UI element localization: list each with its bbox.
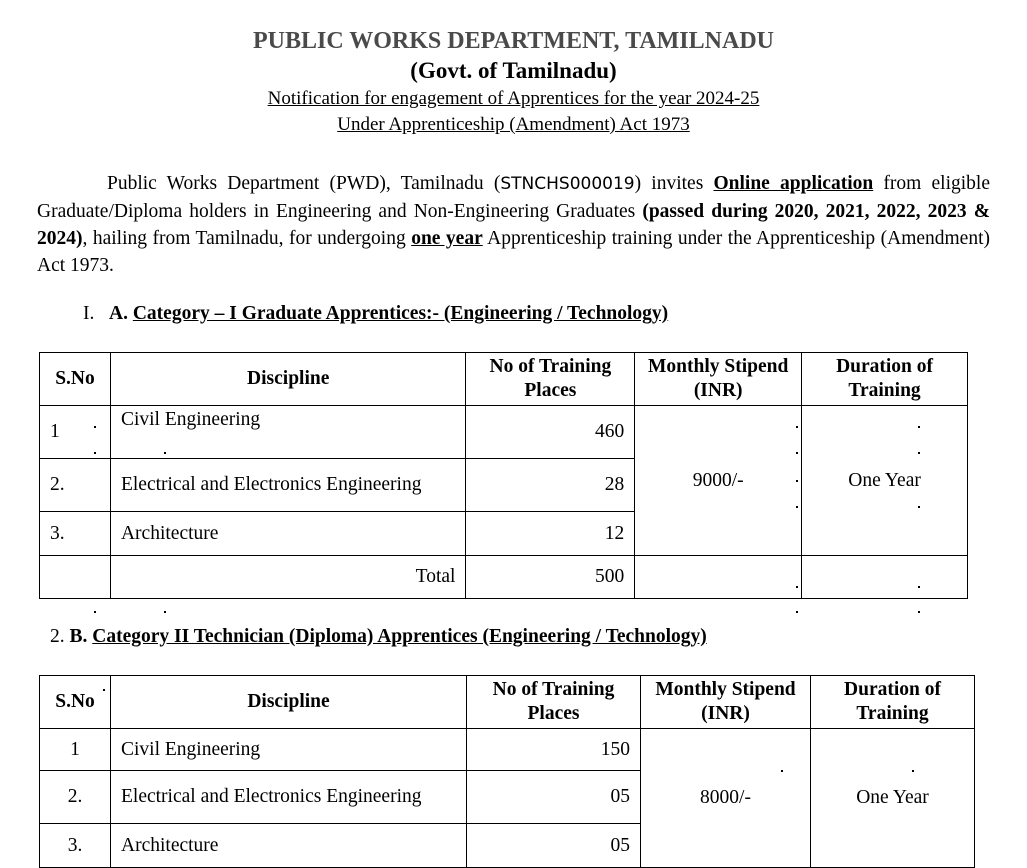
passed-years-text: (passed during 2020, 2021, 2022, 2023 & 2024) <box>37 201 990 249</box>
stray-mark <box>918 426 920 428</box>
total-label: Total <box>110 556 465 599</box>
table-row: 1 Civil Engineering 150 8000/- One Year <box>40 729 975 771</box>
act-title: Under Apprenticeship (Amendment) Act 1973 <box>337 114 690 135</box>
table-row: 3. Architecture 05 <box>40 824 975 868</box>
stray-mark <box>912 770 914 772</box>
section-2-heading: 2. B. Category II Technician (Diploma) Apprentices (Engineering / Technology) <box>50 626 707 647</box>
col-stipend: Monthly Stipend (INR) <box>641 676 811 729</box>
stray-mark <box>94 611 96 613</box>
stray-mark <box>796 506 798 508</box>
duration-cell: One Year <box>811 729 975 868</box>
establishment-code: STNCHS000019 <box>500 174 635 194</box>
online-application-text: Online application <box>713 173 874 194</box>
stray-mark <box>796 611 798 613</box>
one-year-text: one year <box>411 228 483 249</box>
duration-cell: One Year <box>802 406 968 556</box>
stray-mark <box>796 452 798 454</box>
section-1-heading: I. A. Category – I Graduate Apprentices:- (Engineering / Technology) <box>83 303 669 324</box>
col-places: No of Training Places <box>466 353 635 406</box>
department-title: PUBLIC WORKS DEPARTMENT, TAMILNADU <box>253 28 774 54</box>
stray-mark <box>164 611 166 613</box>
stray-mark <box>796 426 798 428</box>
stray-mark <box>918 586 920 588</box>
table-row: 1 Civil Engineering 460 9000/- One Year <box>40 406 968 459</box>
table-row: 2. Electrical and Electronics Engineering 05 <box>40 771 975 824</box>
intro-paragraph: Public Works Department (PWD), Tamilnadu (STNCHS000019) invites Online application from eligible Graduate/Diploma holders in Engineering and Non-Engineering Graduates (passed during 2020, 2021, 2022, 2023 & 2024), hailing from Tamilnadu, for undergoing one year Apprenticeship training under the Apprenticeship (Amendment) Act 1973. <box>37 173 991 276</box>
total-value: 500 <box>466 556 635 599</box>
stray-mark <box>796 586 798 588</box>
stray-mark <box>94 426 96 428</box>
diploma-apprentices-table <box>39 675 975 868</box>
total-row <box>40 556 968 599</box>
stray-mark <box>918 611 920 613</box>
stray-mark <box>164 452 166 454</box>
col-duration: Duration of Training <box>802 353 968 406</box>
stray-mark <box>94 452 96 454</box>
col-places: No of Training Places <box>467 676 641 729</box>
col-discipline: Discipline <box>110 353 465 406</box>
govt-subtitle: (Govt. of Tamilnadu) <box>410 58 617 83</box>
graduate-apprentices-table <box>39 352 968 599</box>
stray-mark <box>918 506 920 508</box>
stray-mark <box>103 689 105 691</box>
stray-mark <box>796 480 798 482</box>
stipend-cell: 8000/- <box>641 729 811 868</box>
col-sno: S.No <box>40 676 111 729</box>
col-sno: S.No <box>40 353 111 406</box>
stipend-cell: 9000/- <box>635 406 802 556</box>
col-discipline: Discipline <box>111 676 467 729</box>
notification-title: Notification for engagement of Apprentices for the year 2024-25 <box>267 88 760 109</box>
col-duration: Duration of Training <box>811 676 975 729</box>
stray-mark <box>781 770 783 772</box>
stray-mark <box>918 452 920 454</box>
table-row: 3. Architecture 12 <box>40 512 968 556</box>
col-stipend: Monthly Stipend (INR) <box>635 353 802 406</box>
table-row: 2. Electrical and Electronics Engineering 28 <box>40 459 968 512</box>
